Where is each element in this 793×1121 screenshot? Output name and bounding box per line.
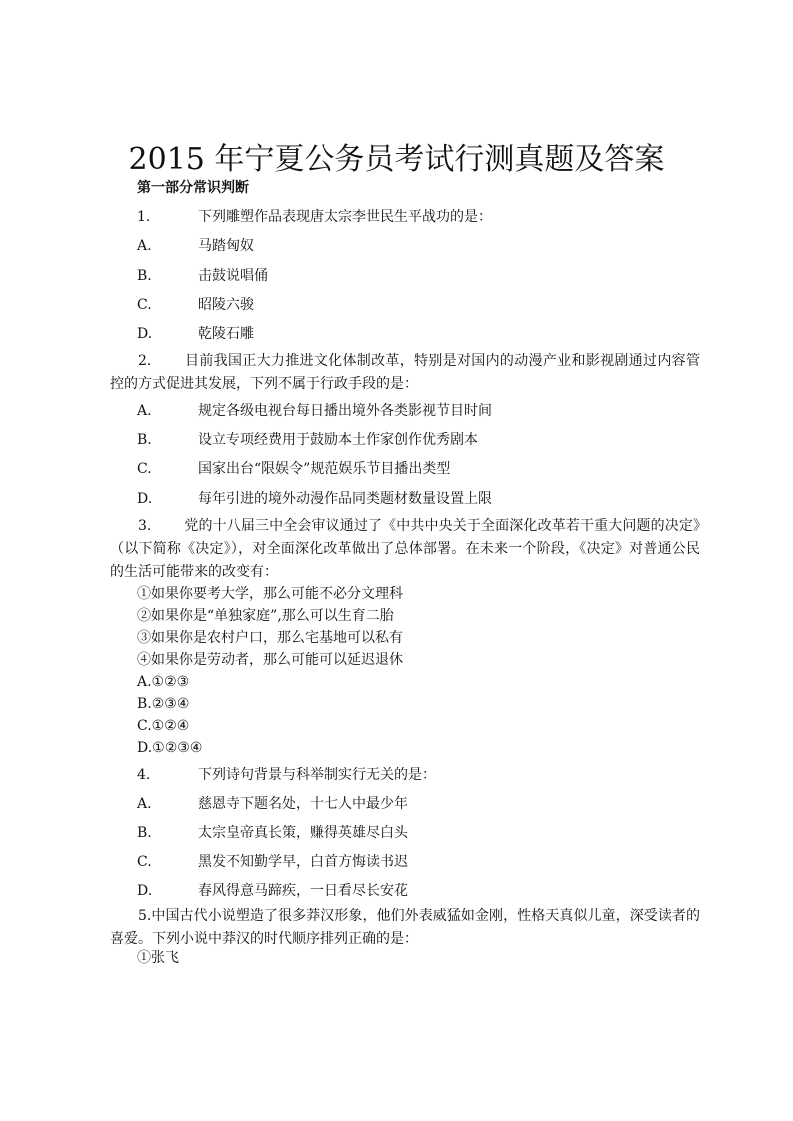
statement-item: ①张飞 [137,950,179,966]
option-label: A. [137,796,152,812]
option-label: C. [137,854,152,870]
option-text: 慈恩寺下题名处，十七人中最少年 [198,796,408,812]
option-text: 设立专项经费用于鼓励本土作家创作优秀剧本 [198,432,478,448]
option-label: D. [137,326,153,342]
option-label: B. [137,825,152,841]
section-heading: 第一部分常识判断 [137,180,249,196]
question-stem: 下列诗句背景与科举制实行无关的是： [198,767,436,783]
option-label: D. [137,883,153,899]
option-text: 春风得意马蹄疾，一日看尽长安花 [198,883,408,899]
option-text: 昭陵六骏 [198,297,254,313]
statement-item: ④如果你是劳动者，那么可能可以延迟退休 [137,652,403,668]
option-label: D. [137,491,153,507]
question-stem: 下列雕塑作品表现唐太宗李世民生平战功的是： [198,209,492,225]
option-text: 国家出台“限娱令”规范娱乐节目播出类型 [198,461,451,477]
option-label: B. [137,432,152,448]
option-text: 规定各级电视台每日播出境外各类影视节目时间 [198,403,492,419]
option-text: 黑发不知勤学早，白首方悔读书迟 [198,854,408,870]
question-5-stem: 5.中国古代小说塑造了很多莽汉形象，他们外表威猛如金刚，性格天真似儿童，深受读者的喜爱。下列小说中莽汉的时代顺序排列正确的是： [110,908,700,947]
question-2-stem: 2. 目前我国正大力推进文化体制改革，特别是对国内的动漫产业和影视剧通过内容管控的方式促进其发展，下列不属于行政手段的是： [110,353,700,392]
option-label: A. [137,238,152,254]
document-title: 2015 年宁夏公务员考试行测真题及答案 [128,142,665,177]
option-label: C. [137,461,152,477]
question-3-stem: 3. 党的十八届三中全会审议通过了《中共中央关于全面深化改革若干重大问题的决定》（以下简称《决定》），对全面深化改革做出了总体部署。在未来一个阶段，《决定》对普通公民的生活可能带来的改变有： [110,518,700,580]
statement-item: ③如果你是农村户口，那么宅基地可以私有 [137,630,403,646]
option-row: B.②③④ [137,696,190,712]
option-row: D.①②③④ [137,740,203,756]
question-number: 1. [137,209,151,225]
option-label: B. [137,268,152,284]
option-text: 乾陵石雕 [198,326,254,342]
option-row: C.①②④ [137,718,190,734]
option-text: 马踏匈奴 [198,238,254,254]
statement-item: ①如果你要考大学，那么可能不必分文理科 [137,586,403,602]
statement-item: ②如果你是“单独家庭”,那么可以生育二胎 [137,608,394,624]
option-text: 击鼓说唱俑 [198,268,268,284]
option-label: C. [137,297,152,313]
question-number: 4. [137,767,151,783]
option-label: A. [137,403,152,419]
option-text: 太宗皇帝真长策，赚得英雄尽白头 [198,825,408,841]
option-row: A.①②③ [137,674,190,690]
option-text: 每年引进的境外动漫作品同类题材数量设置上限 [198,491,492,507]
